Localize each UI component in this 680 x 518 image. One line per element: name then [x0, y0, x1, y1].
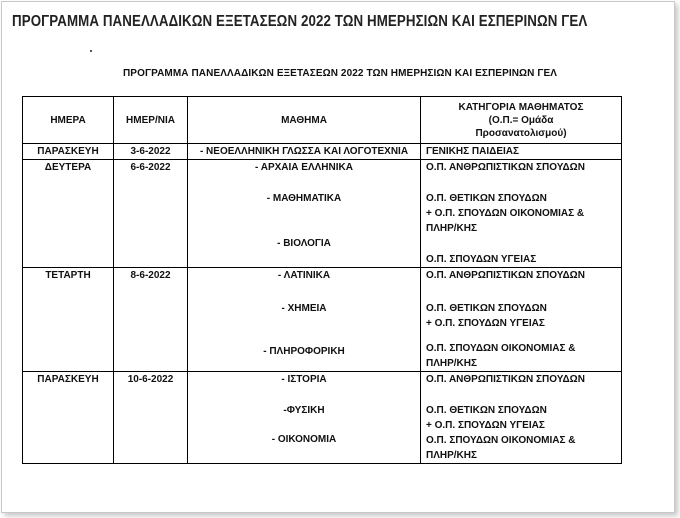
category-text: Ο.Π. ΣΠΟΥΔΩΝ ΟΙΚΟΝΟΜΙΑΣ &	[426, 343, 576, 354]
date-cell	[114, 160, 188, 268]
date-cell	[114, 372, 188, 464]
subject-cell	[188, 144, 421, 160]
day-text: ΔΕΥΤΕΡΑ	[44, 162, 92, 173]
subject-text: - ΙΣΤΟΡΙΑ	[281, 374, 327, 385]
category-cell	[421, 268, 622, 372]
category-text: Ο.Π. ΣΠΟΥΔΩΝ ΟΙΚΟΝΟΜΙΑΣ &	[426, 435, 576, 446]
subject-text: - ΟΙΚΟΝΟΜΙΑ	[271, 434, 337, 445]
day-cell	[23, 372, 114, 464]
subject-text: - ΠΛΗΡΟΦΟΡΙΚΗ	[263, 346, 345, 357]
subject-text: - ΒΙΟΛΟΓΙΑ	[277, 238, 331, 249]
header-category	[421, 97, 622, 144]
page-title: ΠΡΟΓΡΑΜΜΑ ΠΑΝΕΛΛΑΔΙΚΩΝ ΕΞΕΤΑΣΕΩΝ 2022 ΤΩΝ ΗΜΕΡΗΣΙΩΝ ΚΑΙ ΕΣΠΕΡΙΝΩΝ ΓΕΛ	[12, 13, 588, 30]
header-date: ΗΜΕΡ/ΝΙΑ	[114, 97, 188, 144]
day-text: ΠΑΡΑΣΚΕΥΗ	[37, 374, 99, 385]
header-day: ΗΜΕΡΑ	[23, 97, 114, 144]
category-text: Ο.Π. ΘΕΤΙΚΩΝ ΣΠΟΥΔΩΝ	[426, 193, 547, 204]
date-cell	[114, 268, 188, 372]
header-category-line: Προσανατολισμού)	[475, 127, 567, 139]
category-cell	[421, 144, 622, 160]
category-text: ΠΛΗΡ/ΚΗΣ	[426, 450, 478, 461]
table-row	[23, 160, 622, 268]
date-text: 3-6-2022	[130, 146, 171, 157]
category-text: + Ο.Π. ΣΠΟΥΔΩΝ ΟΙΚΟΝΟΜΙΑΣ &	[426, 208, 585, 219]
table-row	[23, 144, 622, 160]
subject-text: - ΧΗΜΕΙΑ	[281, 303, 327, 314]
day-text: ΤΕΤΑΡΤΗ	[45, 270, 91, 281]
day-cell	[23, 144, 114, 160]
category-text: ΓΕΝΙΚΗΣ ΠΑΙΔΕΙΑΣ	[426, 146, 519, 157]
subject-text: - ΜΑΘΗΜΑΤΙΚΑ	[266, 193, 342, 204]
subject-text: - ΑΡΧΑΙΑ ΕΛΛΗΝΙΚΑ	[255, 162, 353, 173]
subject-text: - ΝΕΟΕΛΛΗΝΙΚΗ ΓΛΩΣΣΑ ΚΑΙ ΛΟΓΟΤΕΧΝΙΑ	[199, 146, 409, 157]
subject-cell	[188, 372, 421, 464]
subject-cell	[188, 268, 421, 372]
day-text: ΠΑΡΑΣΚΕΥΗ	[37, 146, 99, 157]
subject-text: -ΦΥΣΙΚΗ	[283, 405, 325, 416]
date-text: 8-6-2022	[130, 270, 171, 281]
category-text: Ο.Π. ΑΝΘΡΩΠΙΣΤΙΚΩΝ ΣΠΟΥΔΩΝ	[426, 374, 585, 385]
subject-cell	[188, 160, 421, 268]
table-header-row	[23, 97, 622, 144]
category-text: + Ο.Π. ΣΠΟΥΔΩΝ ΥΓΕΙΑΣ	[426, 420, 545, 431]
category-text: ΠΛΗΡ/ΚΗΣ	[426, 223, 478, 234]
date-text: 6-6-2022	[130, 162, 171, 173]
table-row	[23, 268, 622, 372]
subject-text: - ΛΑΤΙΝΙΚΑ	[277, 270, 331, 281]
date-text: 10-6-2022	[127, 374, 174, 385]
date-cell	[114, 144, 188, 160]
category-text: Ο.Π. ΑΝΘΡΩΠΙΣΤΙΚΩΝ ΣΠΟΥΔΩΝ	[426, 270, 585, 281]
header-category-line: (Ο.Π.= Ομάδα	[488, 114, 554, 126]
stray-dot	[90, 50, 92, 52]
exam-schedule-table	[22, 96, 622, 464]
category-text: Ο.Π. ΘΕΤΙΚΩΝ ΣΠΟΥΔΩΝ	[426, 303, 547, 314]
category-text: + Ο.Π. ΣΠΟΥΔΩΝ ΥΓΕΙΑΣ	[426, 318, 545, 329]
table-row	[23, 372, 622, 464]
table-title: ΠΡΟΓΡΑΜΜΑ ΠΑΝΕΛΛΑΔΙΚΩΝ ΕΞΕΤΑΣΕΩΝ 2022 ΤΩΝ ΗΜΕΡΗΣΙΩΝ ΚΑΙ ΕΣΠΕΡΙΝΩΝ ΓΕΛ	[122, 68, 558, 79]
category-cell	[421, 160, 622, 268]
category-text: Ο.Π. ΑΝΘΡΩΠΙΣΤΙΚΩΝ ΣΠΟΥΔΩΝ	[426, 162, 585, 173]
day-cell	[23, 160, 114, 268]
category-text: Ο.Π. ΘΕΤΙΚΩΝ ΣΠΟΥΔΩΝ	[426, 405, 547, 416]
day-cell	[23, 268, 114, 372]
header-category-line: ΚΑΤΗΓΟΡΙΑ ΜΑΘΗΜΑΤΟΣ	[458, 101, 584, 113]
category-text: ΠΛΗΡ/ΚΗΣ	[426, 358, 478, 369]
category-text: Ο.Π. ΣΠΟΥΔΩΝ ΥΓΕΙΑΣ	[426, 254, 537, 265]
category-cell	[421, 372, 622, 464]
header-subject: ΜΑΘΗΜΑ	[188, 97, 421, 144]
